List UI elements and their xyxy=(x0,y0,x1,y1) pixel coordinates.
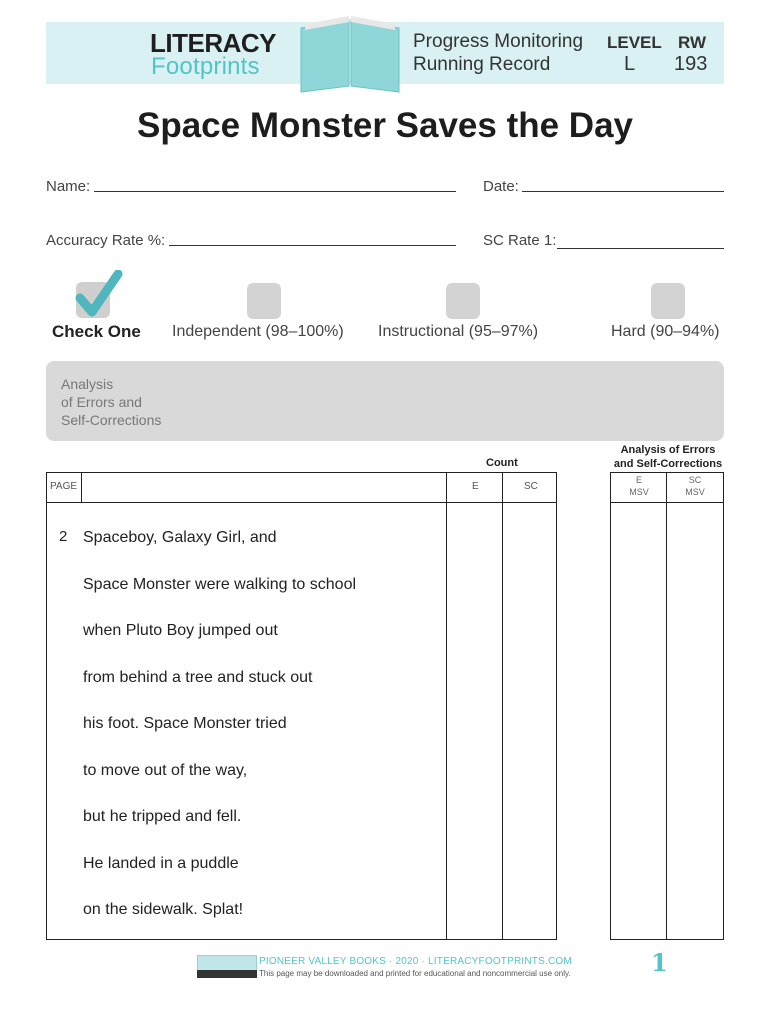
page-number: 2 xyxy=(59,528,68,545)
sc-rate-label: SC Rate 1: xyxy=(483,232,557,249)
text-line: but he tripped and fell. xyxy=(83,808,242,825)
date-field[interactable] xyxy=(522,190,724,192)
open-book-icon xyxy=(295,14,405,94)
analysis-sc-msv: MSV xyxy=(685,487,705,497)
brand-literacy: LITERACY xyxy=(150,28,276,58)
analysis-sc-label: SC xyxy=(688,475,702,485)
analysis-sc-header xyxy=(668,474,722,498)
date-label: Date: xyxy=(483,178,519,195)
analysis-line3: Self-Corrections xyxy=(61,412,162,428)
col-sc-header: SC xyxy=(524,481,538,492)
count-label: Count xyxy=(486,457,518,469)
text-line: Spaceboy, Galaxy Girl, and xyxy=(83,529,277,546)
publisher-logo-bar xyxy=(197,970,257,978)
footer-page-number: 1 xyxy=(651,948,668,977)
text-line: from behind a tree and stuck out xyxy=(83,669,313,686)
text-line: Space Monster were walking to school xyxy=(83,576,357,593)
hard-checkbox[interactable] xyxy=(651,283,685,319)
independent-checkbox[interactable] xyxy=(247,283,281,319)
col-page-header: PAGE xyxy=(50,481,78,492)
analysis-line2: of Errors and xyxy=(61,394,142,410)
page-title: Space Monster Saves the Day xyxy=(136,106,634,145)
text-line: when Pluto Boy jumped out xyxy=(83,622,278,639)
analysis-panel-text xyxy=(61,375,161,429)
instructional-checkbox[interactable] xyxy=(446,283,480,319)
name-label: Name: xyxy=(46,178,91,195)
brand-footprints: Footprints xyxy=(151,53,260,80)
check-one-label: Check One xyxy=(52,322,141,341)
hard-label: Hard (90–94%) xyxy=(611,323,720,340)
col-e-header: E xyxy=(472,481,479,492)
instructional-label: Instructional (95–97%) xyxy=(378,323,539,340)
analysis-title-line1: Analysis of Errors xyxy=(620,444,716,456)
analysis-header-divider xyxy=(610,502,724,503)
analysis-e-msv: MSV xyxy=(629,487,649,497)
checkmark-icon xyxy=(72,270,124,322)
subtitle xyxy=(413,30,583,76)
page-col-divider xyxy=(81,472,82,502)
analysis-line1: Analysis xyxy=(61,376,114,392)
analysis-title-line2: and Self-Corrections xyxy=(613,458,723,470)
analysis-e-header xyxy=(612,474,666,498)
footer-notice: This page may be downloaded and printed for educational and noncommercial use only. xyxy=(259,969,571,978)
analysis-col-divider xyxy=(666,472,667,940)
name-field[interactable] xyxy=(94,190,456,192)
text-line: his foot. Space Monster tried xyxy=(83,715,287,732)
level-label: LEVEL xyxy=(607,33,662,52)
analysis-table xyxy=(610,472,724,940)
analysis-table-title xyxy=(606,443,730,471)
sc-col-divider xyxy=(502,472,503,940)
rw-label: RW xyxy=(678,33,707,52)
e-col-divider xyxy=(446,472,447,940)
analysis-e-label: E xyxy=(635,475,642,485)
accuracy-field[interactable] xyxy=(169,244,456,246)
text-line: to move out of the way, xyxy=(83,762,248,779)
text-line: on the sidewalk. Splat! xyxy=(83,901,244,918)
footer-publisher: PIONEER VALLEY BOOKS · 2020 · LITERACYFOOTPRINTS.COM xyxy=(259,956,572,967)
sc-rate-field[interactable] xyxy=(557,247,724,249)
subtitle-line2: Running Record xyxy=(413,54,551,75)
accuracy-label: Accuracy Rate %: xyxy=(46,232,166,249)
rw-value: 193 xyxy=(674,53,708,75)
subtitle-line1: Progress Monitoring xyxy=(413,31,584,52)
independent-label: Independent (98–100%) xyxy=(172,323,344,340)
text-line: He landed in a puddle xyxy=(83,855,239,872)
level-value: L xyxy=(624,53,636,75)
header-row-divider xyxy=(46,502,557,503)
